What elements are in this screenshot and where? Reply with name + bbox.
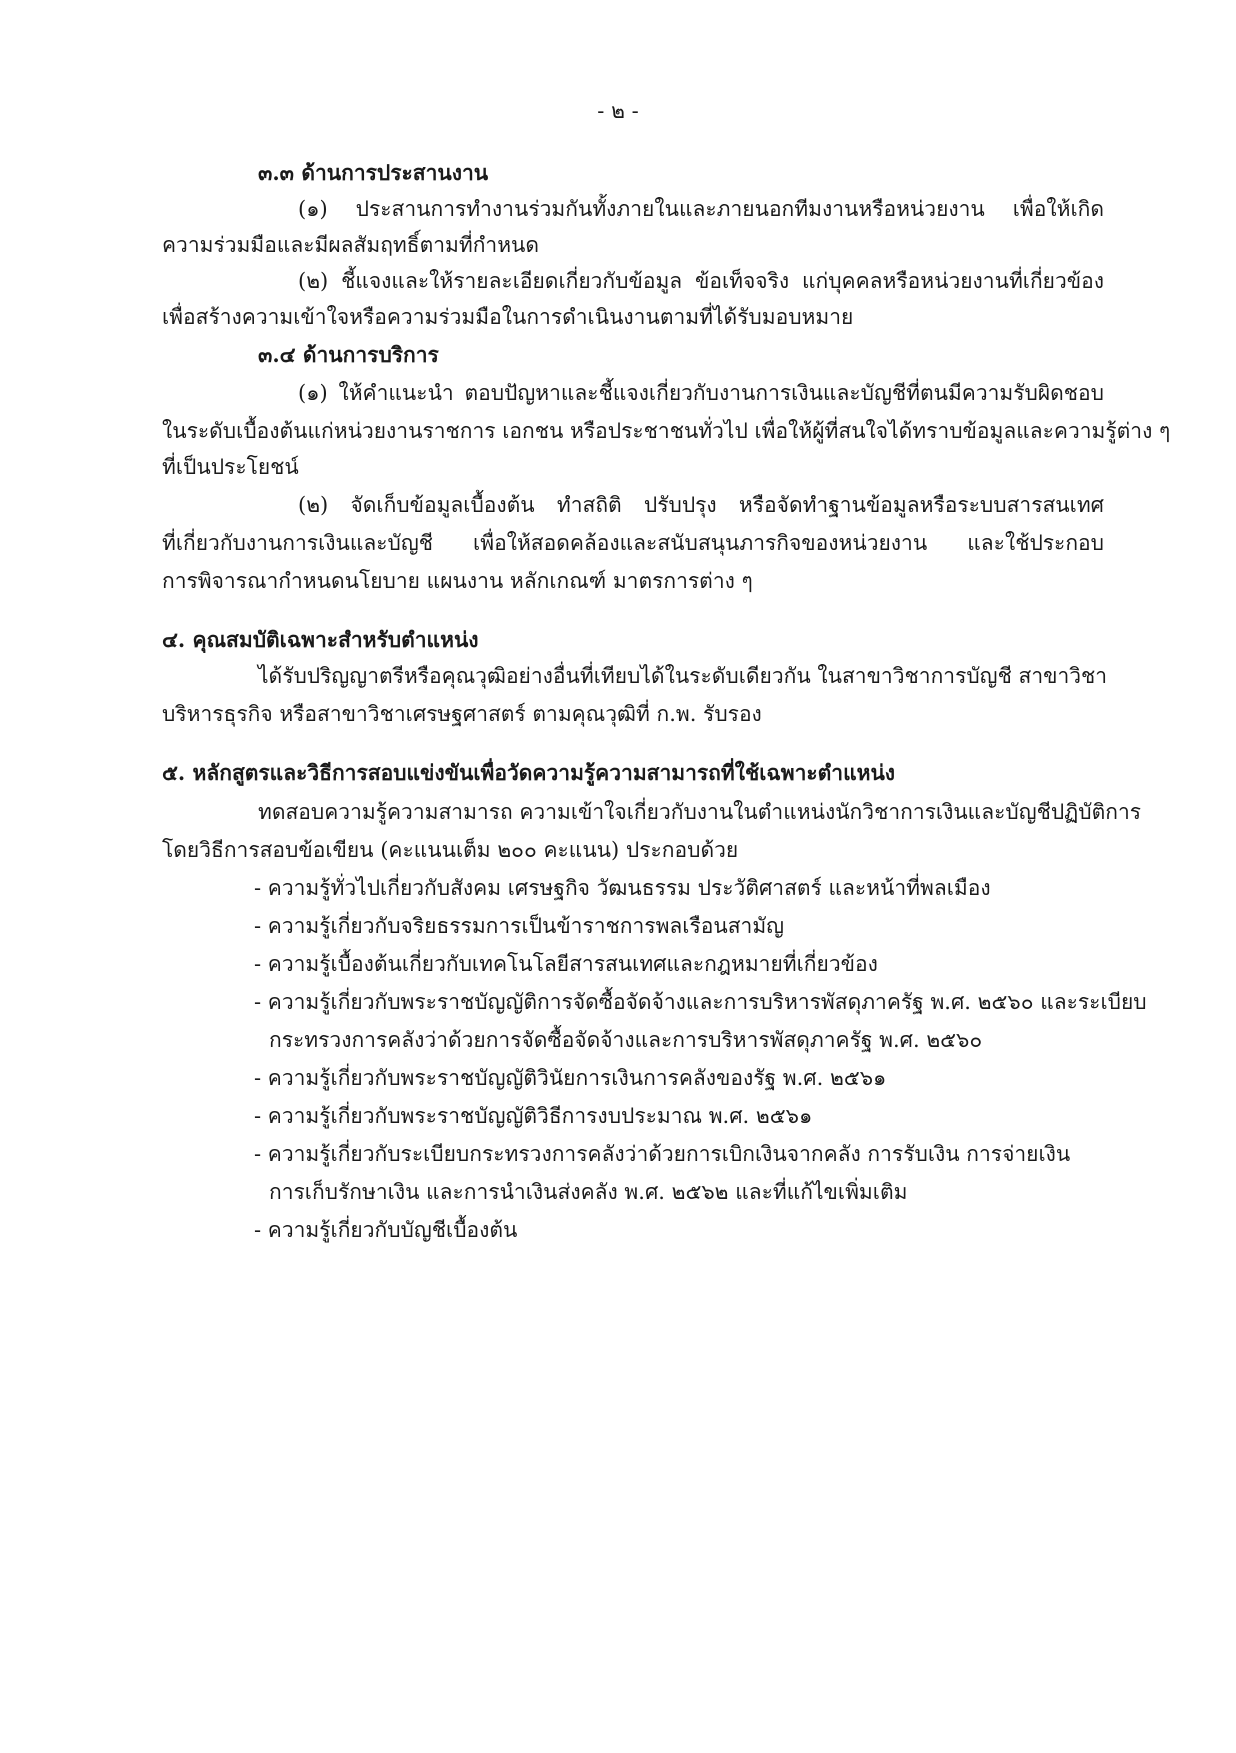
section-5-bullet: - ความรู้เกี่ยวกับพระราชบัญญัติวิธีการงบประมาณ พ.ศ. ๒๕๖๑ xyxy=(254,1104,813,1128)
section-3-4-item2-line3: การพิจารณากำหนดนโยบาย แผนงาน หลักเกณฑ์ มาตรการต่าง ๆ xyxy=(162,569,753,593)
section-4-line2: บริหารธุรกิจ หรือสาขาวิชาเศรษฐศาสตร์ ตามคุณวุฒิที่ ก.พ. รับรอง xyxy=(162,702,762,726)
section-5-bullet: - ความรู้เกี่ยวกับจริยธรรมการเป็นข้าราชการพลเรือนสามัญ xyxy=(254,914,785,938)
section-5-bullet: - ความรู้ทั่วไปเกี่ยวกับสังคม เศรษฐกิจ วัฒนธรรม ประวัติศาสตร์ และหน้าที่พลเมือง xyxy=(254,876,991,900)
section-5-line1: ทดสอบความรู้ความสามารถ ความเข้าใจเกี่ยวกับงานในตำแหน่งนักวิชาการเงินและบัญชีปฏิบัติการ xyxy=(258,800,1142,824)
page-number: - ๒ - xyxy=(597,99,639,123)
section-3-4-item1-line1: (๑) ให้คำแนะนำ ตอบปัญหาและชี้แจงเกี่ยวกับงานการเงินและบัญชีที่ตนมีความรับผิดชอบ xyxy=(298,381,1104,405)
section-5-bullet-continuation: กระทรวงการคลังว่าด้วยการจัดซื้อจัดจ้างและการบริหารพัสดุภาครัฐ พ.ศ. ๒๕๖๐ xyxy=(269,1028,983,1052)
section-5-bullet: - ความรู้เกี่ยวกับบัญชีเบื้องต้น xyxy=(254,1218,518,1242)
section-5-bullet: - ความรู้เกี่ยวกับพระราชบัญญัติวินัยการเงินการคลังของรัฐ พ.ศ. ๒๕๖๑ xyxy=(254,1066,887,1090)
section-3-4-item2-line2: ที่เกี่ยวกับงานการเงินและบัญชี เพื่อให้สอดคล้องและสนับสนุนภารกิจของหน่วยงาน และใช้ประกอบ xyxy=(162,531,1104,555)
section-3-4-item2-line1: (๒) จัดเก็บข้อมูลเบื้องต้น ทำสถิติ ปรับปรุง หรือจัดทำฐานข้อมูลหรือระบบสารสนเทศ xyxy=(298,493,1104,517)
section-5-heading: ๕. หลักสูตรและวิธีการสอบแข่งขันเพื่อวัดความรู้ความสามารถที่ใช้เฉพาะตำแหน่ง xyxy=(162,760,896,785)
section-3-3-item2-line1: (๒) ชี้แจงและให้รายละเอียดเกี่ยวกับข้อมูล ข้อเท็จจริง แก่บุคคลหรือหน่วยงานที่เกี่ยวข้อง xyxy=(298,269,1104,293)
section-3-3-item2-line2: เพื่อสร้างความเข้าใจหรือความร่วมมือในการดำเนินงานตามที่ได้รับมอบหมาย xyxy=(162,305,854,329)
section-5-bullet: - ความรู้เกี่ยวกับพระราชบัญญัติการจัดซื้อจัดจ้างและการบริหารพัสดุภาครัฐ พ.ศ. ๒๕๖๐ และระเบียบ xyxy=(254,990,1147,1014)
section-3-3-item1-line2: ความร่วมมือและมีผลสัมฤทธิ์ตามที่กำหนด xyxy=(162,233,540,257)
section-5-line2: โดยวิธีการสอบข้อเขียน (คะแนนเต็ม ๒๐๐ คะแนน) ประกอบด้วย xyxy=(162,838,739,862)
section-3-4-item1-line3: ที่เป็นประโยชน์ xyxy=(162,455,299,479)
section-3-3-heading: ๓.๓ ด้านการประสานงาน xyxy=(258,160,489,185)
section-5-bullet-continuation: การเก็บรักษาเงิน และการนำเงินส่งคลัง พ.ศ. ๒๕๖๒ และที่แก้ไขเพิ่มเติม xyxy=(269,1180,908,1204)
section-3-4-item1-line2: ในระดับเบื้องต้นแก่หน่วยงานราชการ เอกชน หรือประชาชนทั่วไป เพื่อให้ผู้ที่สนใจได้ทราบข้อมูลและความรู้ต่าง ๆ xyxy=(162,419,1171,443)
section-5-bullet: - ความรู้เกี่ยวกับระเบียบกระทรวงการคลังว่าด้วยการเบิกเงินจากคลัง การรับเงิน การจ่ายเงิน xyxy=(254,1142,1071,1166)
section-4-line1: ได้รับปริญญาตรีหรือคุณวุฒิอย่างอื่นที่เทียบได้ในระดับเดียวกัน ในสาขาวิชาการบัญชี สาขาวิชา xyxy=(258,664,1108,688)
section-5-bullet: - ความรู้เบื้องต้นเกี่ยวกับเทคโนโลยีสารสนเทศและกฎหมายที่เกี่ยวข้อง xyxy=(254,952,878,976)
section-4-heading: ๔. คุณสมบัติเฉพาะสำหรับตำแหน่ง xyxy=(162,627,479,652)
section-3-4-heading: ๓.๔ ด้านการบริการ xyxy=(258,342,439,367)
section-3-3-item1-line1: (๑) ประสานการทำงานร่วมกันทั้งภายในและภายนอกทีมงานหรือหน่วยงาน เพื่อให้เกิด xyxy=(298,197,1104,221)
